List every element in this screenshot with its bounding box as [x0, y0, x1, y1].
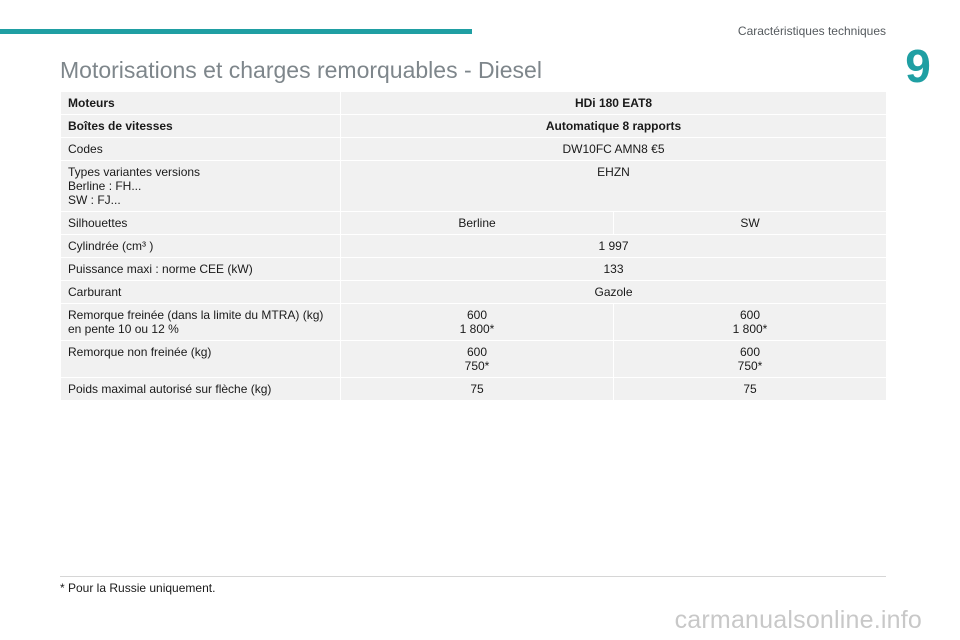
berline-value: 600 1 800* [341, 304, 614, 341]
row-value: Gazole [341, 281, 887, 304]
row-label: Cylindrée (cm³ ) [61, 235, 341, 258]
berline-value: Berline [341, 212, 614, 235]
table-row-variants [61, 161, 887, 212]
chapter-number: 9 [905, 40, 931, 92]
table-row-codes [61, 138, 887, 161]
berline-value: 75 [341, 378, 614, 401]
table-row-unbraked-trailer [61, 341, 887, 378]
table-row-displacement [61, 235, 887, 258]
row-label: Poids maximal autorisé sur flèche (kg) [61, 378, 341, 401]
row-value: Automatique 8 rapports [341, 115, 887, 138]
table-row-max-power [61, 258, 887, 281]
watermark: carmanualsonline.info [674, 606, 922, 634]
row-label: Remorque freinée (dans la limite du MTRA) (kg) en pente 10 ou 12 % [61, 304, 341, 341]
footnote: * Pour la Russie uniquement. [60, 581, 216, 595]
row-value: 1 997 [341, 235, 887, 258]
row-value: EHZN [341, 161, 887, 212]
row-label: Silhouettes [61, 212, 341, 235]
table-row-gearboxes [61, 115, 887, 138]
row-label: Types variantes versions Berline : FH... SW : FJ... [61, 161, 341, 212]
sw-value: 75 [614, 378, 887, 401]
row-value: DW10FC AMN8 €5 [341, 138, 887, 161]
row-label: Remorque non freinée (kg) [61, 341, 341, 378]
row-label: Moteurs [61, 92, 341, 115]
table-row-towbar-load [61, 378, 887, 401]
sw-value: 600 750* [614, 341, 887, 378]
footnote-divider [60, 576, 886, 577]
table-row-braked-trailer [61, 304, 887, 341]
header-accent-bar [0, 29, 472, 34]
table-row-fuel [61, 281, 887, 304]
row-label: Codes [61, 138, 341, 161]
row-label: Boîtes de vitesses [61, 115, 341, 138]
row-value: HDi 180 EAT8 [341, 92, 887, 115]
page-title: Motorisations et charges remorquables - Diesel [60, 57, 542, 83]
table-row-engines [61, 92, 887, 115]
sw-value: SW [614, 212, 887, 235]
row-value: 133 [341, 258, 887, 281]
spec-table [60, 91, 887, 401]
sw-value: 600 1 800* [614, 304, 887, 341]
berline-value: 600 750* [341, 341, 614, 378]
table-row-body-styles [61, 212, 887, 235]
row-label: Puissance maxi : norme CEE (kW) [61, 258, 341, 281]
row-label: Carburant [61, 281, 341, 304]
section-title: Caractéristiques techniques [737, 24, 886, 38]
